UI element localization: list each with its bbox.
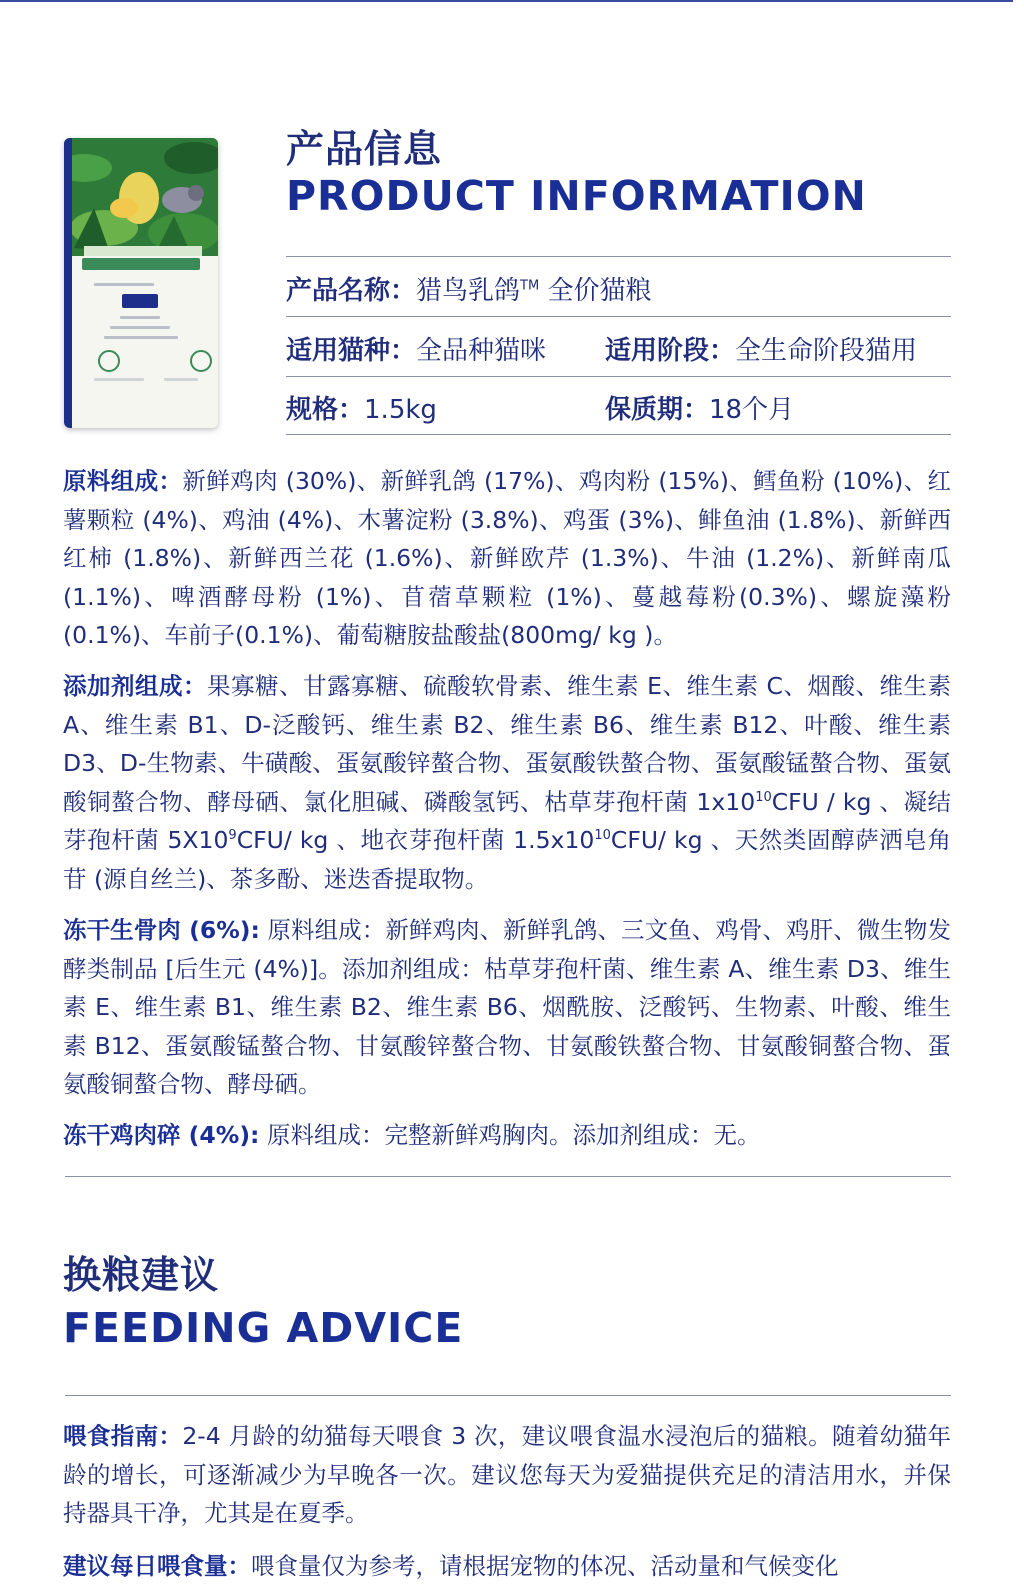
- divider: [286, 376, 951, 377]
- trademark: TM: [520, 278, 540, 294]
- spec-value: 1.5kg: [364, 395, 437, 425]
- spec-label: 规格：: [286, 395, 365, 425]
- divider: [286, 434, 951, 435]
- ingredients-label: 原料组成：: [63, 467, 183, 495]
- bag-text-line: [164, 378, 198, 381]
- bag-text-line: [120, 316, 160, 319]
- bag-badge-icon: [98, 350, 120, 372]
- daily-amount-paragraph: [63, 1547, 951, 1586]
- bag-text-line: [94, 378, 144, 381]
- stage-row: [605, 330, 917, 367]
- feeding-guide-label: 喂食指南：: [63, 1422, 183, 1450]
- bag-green-band: [82, 258, 200, 270]
- bag-badge-icon: [190, 350, 212, 372]
- top-border: [0, 0, 1013, 2]
- bag-label-panel: [64, 256, 218, 428]
- stage-label: 适用阶段：: [605, 336, 736, 366]
- freeze-dried-chicken-label: 冻干鸡肉碎 (4%):: [63, 1121, 260, 1149]
- product-name-suffix: 全价猫粮: [539, 276, 652, 306]
- divider: [286, 316, 951, 317]
- product-info-heading-en: PRODUCT INFORMATION: [286, 172, 867, 220]
- shelf-life-row: [605, 389, 794, 426]
- bag-brand-logo: [122, 294, 158, 308]
- breed-row: [286, 330, 546, 367]
- freeze-dried-bone-paragraph: [63, 911, 951, 1104]
- bag-jungle-artwork: [64, 138, 218, 256]
- product-name-value: 猎鸟乳鸽: [416, 276, 521, 306]
- shelf-life-value: 18个月: [709, 395, 795, 425]
- bag-text-line: [110, 326, 170, 329]
- additives-label: 添加剂组成：: [63, 672, 208, 700]
- additives-text: CFU/ kg 、地衣芽孢杆菌 1.5x10: [236, 826, 595, 854]
- feeding-heading-cn: 换粮建议: [63, 1253, 220, 1297]
- additives-text: CFU / kg 、凝结芽孢杆菌 5X10: [63, 787, 952, 854]
- exponent: 10: [594, 828, 611, 844]
- freeze-dried-bone-label: 冻干生骨肉 (6%):: [63, 916, 260, 944]
- product-bag-image: [64, 138, 218, 428]
- exponent: 9: [228, 828, 237, 844]
- breed-value: 全品种猫咪: [416, 336, 547, 366]
- freeze-dried-chicken-text: 原料组成：完整新鲜鸡胸肉。添加剂组成：无。: [259, 1121, 761, 1149]
- exponent: 10: [755, 789, 772, 805]
- divider: [65, 1395, 951, 1396]
- stage-value: 全生命阶段猫用: [735, 336, 918, 366]
- feeding-guide-text: 2-4 月龄的幼猫每天喂食 3 次，建议喂食温水浸泡后的猫粮。随着幼猫年龄的增长，可逐渐减少为早晚各一次。建议您每天为爱猫提供充足的清洁用水，并保持器具干净，尤其是在夏季。: [63, 1422, 951, 1527]
- shelf-life-label: 保质期：: [605, 395, 710, 425]
- spec-row: [286, 389, 437, 426]
- product-name-label: 产品名称：: [286, 276, 417, 306]
- bag-text-line: [104, 336, 178, 339]
- feeding-heading-en: FEEDING ADVICE: [63, 1304, 464, 1352]
- bag-spine: [64, 138, 72, 428]
- additives-text: 果寡糖、甘露寡糖、硫酸软骨素、维生素 E、维生素 C、烟酸、维生素 A、维生素 B1、D-泛酸钙、维生素 B2、维生素 B6、维生素 B12、叶酸、维生素 D3、D-生物素、牛磺酸、蛋氨酸锌螯合物、蛋氨酸铁螯合物、蛋氨酸锰螯合物、蛋氨酸铜螯合物、酵母硒、氯化胆碱、磷酸氢钙、枯草芽孢杆菌 1x10: [63, 672, 951, 816]
- feeding-guide-paragraph: [63, 1417, 951, 1533]
- breed-label: 适用猫种：: [286, 336, 417, 366]
- product-name-row: [286, 270, 651, 307]
- daily-amount-label: 建议每日喂食量：: [63, 1552, 251, 1580]
- additives-text: CFU/ kg 、天然类固醇萨洒皂角苷 (源自丝兰)、茶多酚、迷迭香提取物。: [63, 826, 951, 893]
- daily-amount-text: 喂食量仅为参考，请根据宠物的体况、活动量和气候变化: [251, 1552, 839, 1580]
- freeze-dried-bone-text: 原料组成：新鲜鸡肉、新鲜乳鸽、三文鱼、鸡骨、鸡肝、微生物发酵类制品 [后生元 (4%)]。添加剂组成：枯草芽孢杆菌、维生素 A、维生素 D3、维生素 E、维生素 B1、维生素 B2、维生素 B6、烟酰胺、泛酸钙、生物素、叶酸、维生素 B12、蛋氨酸锰螯合物、甘氨酸锌螯合物、甘氨酸铁螯合物、甘氨酸铜螯合物、蛋氨酸铜螯合物、酵母硒。: [63, 916, 951, 1098]
- bag-text-line: [94, 283, 154, 286]
- freeze-dried-chicken-paragraph: [63, 1116, 951, 1155]
- ingredients-text: 新鲜鸡肉 (30%)、新鲜乳鸽 (17%)、鸡肉粉 (15%)、鳕鱼粉 (10%)、红薯颗粒 (4%)、鸡油 (4%)、木薯淀粉 (3.8%)、鸡蛋 (3%)、鲱鱼油 (1.8%)、新鲜西红柿 (1.8%)、新鲜西兰花 (1.6%)、新鲜欧芹 (1.3%)、牛油 (1.2%)、新鲜南瓜 (1.1%)、啤酒酵母粉 (1%)、苜蓿草颗粒 (1%)、蔓越莓粉(0.3%)、螺旋藻粉(0.1%)、车前子(0.1%)、葡萄糖胺盐酸盐(800mg/ kg )。: [63, 467, 952, 649]
- additives-paragraph: [63, 667, 951, 898]
- divider: [286, 256, 951, 257]
- product-info-heading-cn: 产品信息: [286, 127, 443, 171]
- divider: [65, 1176, 951, 1177]
- ingredients-paragraph: [63, 462, 951, 655]
